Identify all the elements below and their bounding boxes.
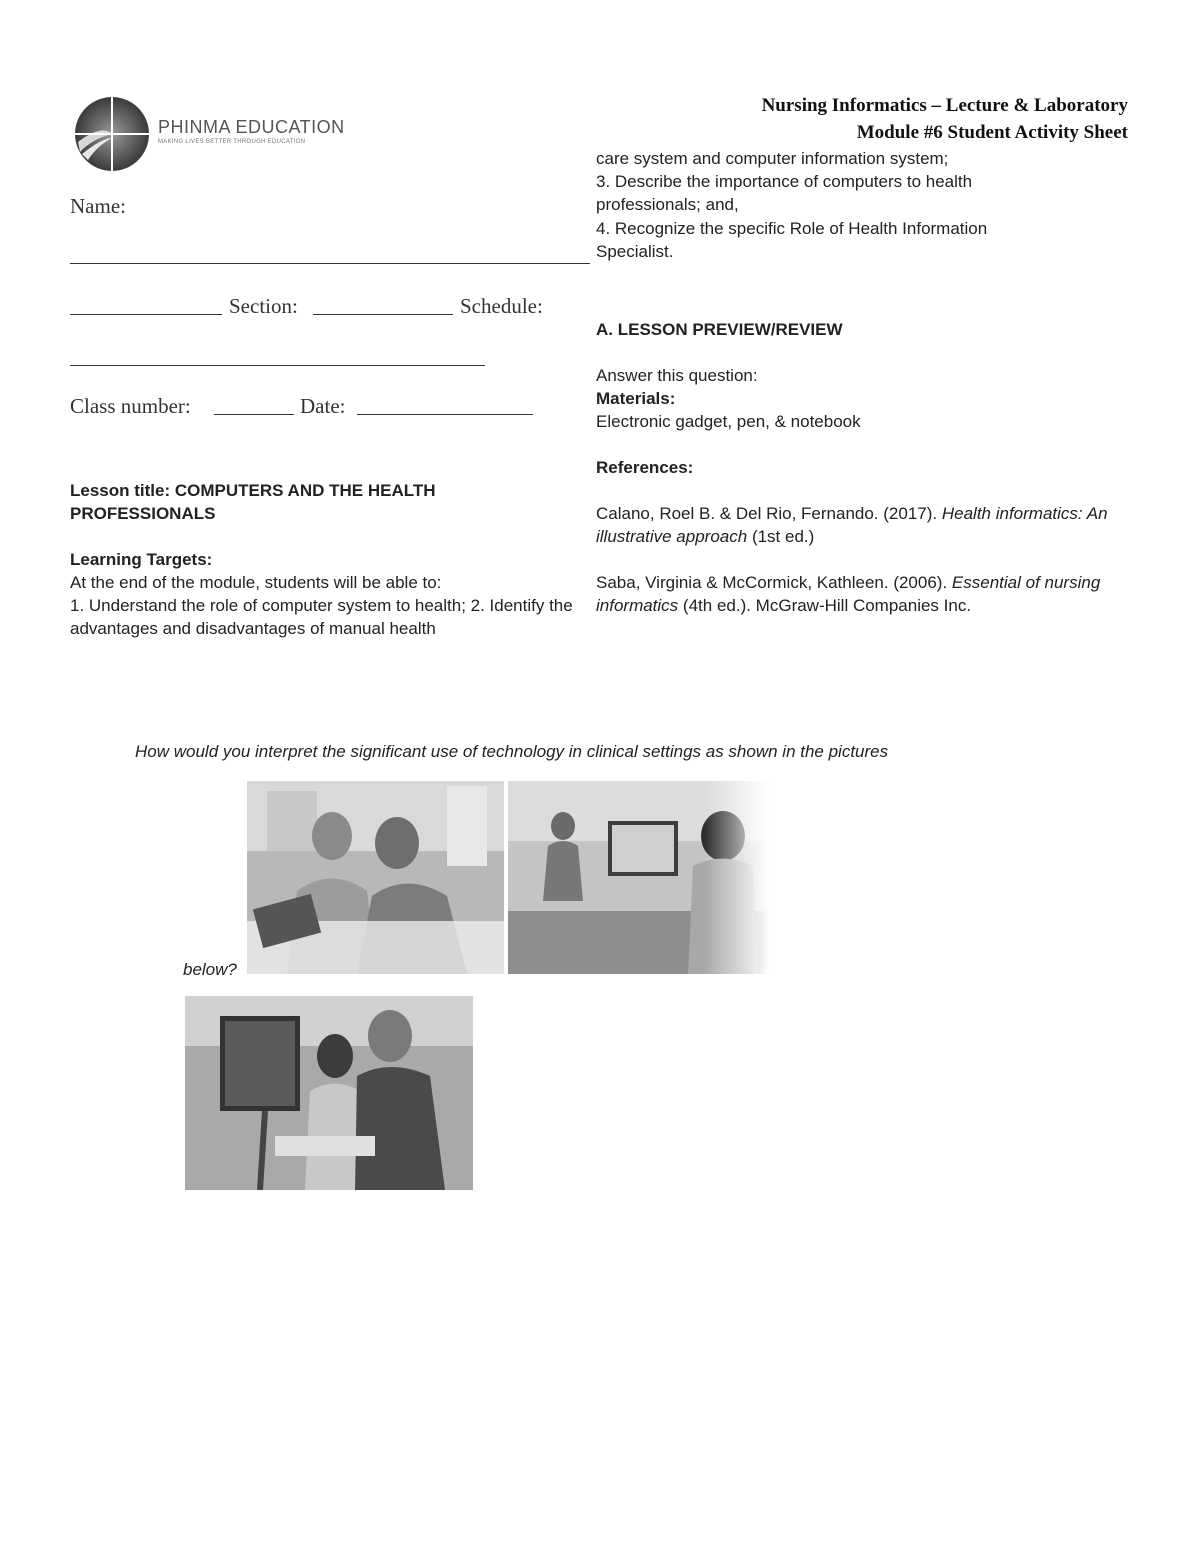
- nurses-at-workstation-photo: [247, 781, 504, 974]
- module-title: Module #6 Student Activity Sheet: [856, 122, 1128, 143]
- reference-1-authors: Calano, Roel B. & Del Rio, Fernando. (2017).: [596, 504, 938, 523]
- section-a-heading: A. LESSON PREVIEW/REVIEW: [596, 320, 843, 339]
- name-field-continued[interactable]: [70, 314, 222, 315]
- question-text: How would you interpret the significant use of technology in clinical settings as shown in the pictures: [135, 742, 889, 761]
- date-label: Date:: [300, 394, 346, 418]
- name-label: Name:: [70, 194, 126, 218]
- learning-target-3: 3. Describe the importance of computers to health professionals; and,: [596, 172, 973, 214]
- learning-targets-intro: At the end of the module, students will be able to:: [70, 573, 442, 592]
- section-label: Section:: [229, 294, 298, 318]
- reference-1: [596, 502, 1121, 548]
- references-heading: References:: [596, 458, 694, 477]
- materials-heading: Materials:: [596, 389, 676, 408]
- clinicians-at-computer-cart-photo: [185, 996, 473, 1190]
- materials-text: Electronic gadget, pen, & notebook: [596, 412, 861, 431]
- learning-target-2-continued: care system and computer information system;: [596, 149, 949, 168]
- course-title: Nursing Informatics – Lecture & Laboratory: [761, 95, 1128, 116]
- question-continuation: below?: [183, 960, 237, 979]
- instruction: Answer this question:: [596, 366, 758, 385]
- class-number-label: Class number:: [70, 394, 191, 418]
- nurse-station-monitor-photo: [508, 781, 770, 974]
- phinma-globe-icon: [72, 94, 152, 174]
- reference-2: [596, 571, 1126, 617]
- date-field[interactable]: [357, 414, 533, 415]
- reference-2-edition: (4th ed.). McGraw-Hill Companies Inc.: [682, 596, 972, 615]
- schedule-label: Schedule:: [460, 294, 543, 318]
- logo-brand: PHINMA EDUCATION: [158, 117, 345, 137]
- reference-2-title: Essential of nursing informatics: [596, 573, 1101, 615]
- name-field[interactable]: [70, 263, 590, 264]
- learning-targets-heading: Learning Targets:: [70, 550, 213, 569]
- reference-2-authors: Saba, Virginia & McCormick, Kathleen. (2006).: [596, 573, 948, 592]
- learning-target-1-2: 1. Understand the role of computer system to health; 2. Identify the advantages and disadvantages of manual health: [70, 596, 573, 638]
- reference-1-edition: (1st ed.): [751, 527, 815, 546]
- section-field[interactable]: [313, 314, 453, 315]
- schedule-field[interactable]: [70, 365, 485, 366]
- lesson-title: Lesson title: COMPUTERS AND THE HEALTH PROFESSIONALS: [70, 481, 436, 523]
- logo-tagline: MAKING LIVES BETTER THROUGH EDUCATION: [158, 139, 306, 145]
- class-number-field[interactable]: [214, 414, 294, 415]
- reference-1-title: Health informatics: An illustrative approach: [596, 504, 1108, 546]
- learning-target-4: 4. Recognize the specific Role of Health Information Specialist.: [596, 219, 988, 261]
